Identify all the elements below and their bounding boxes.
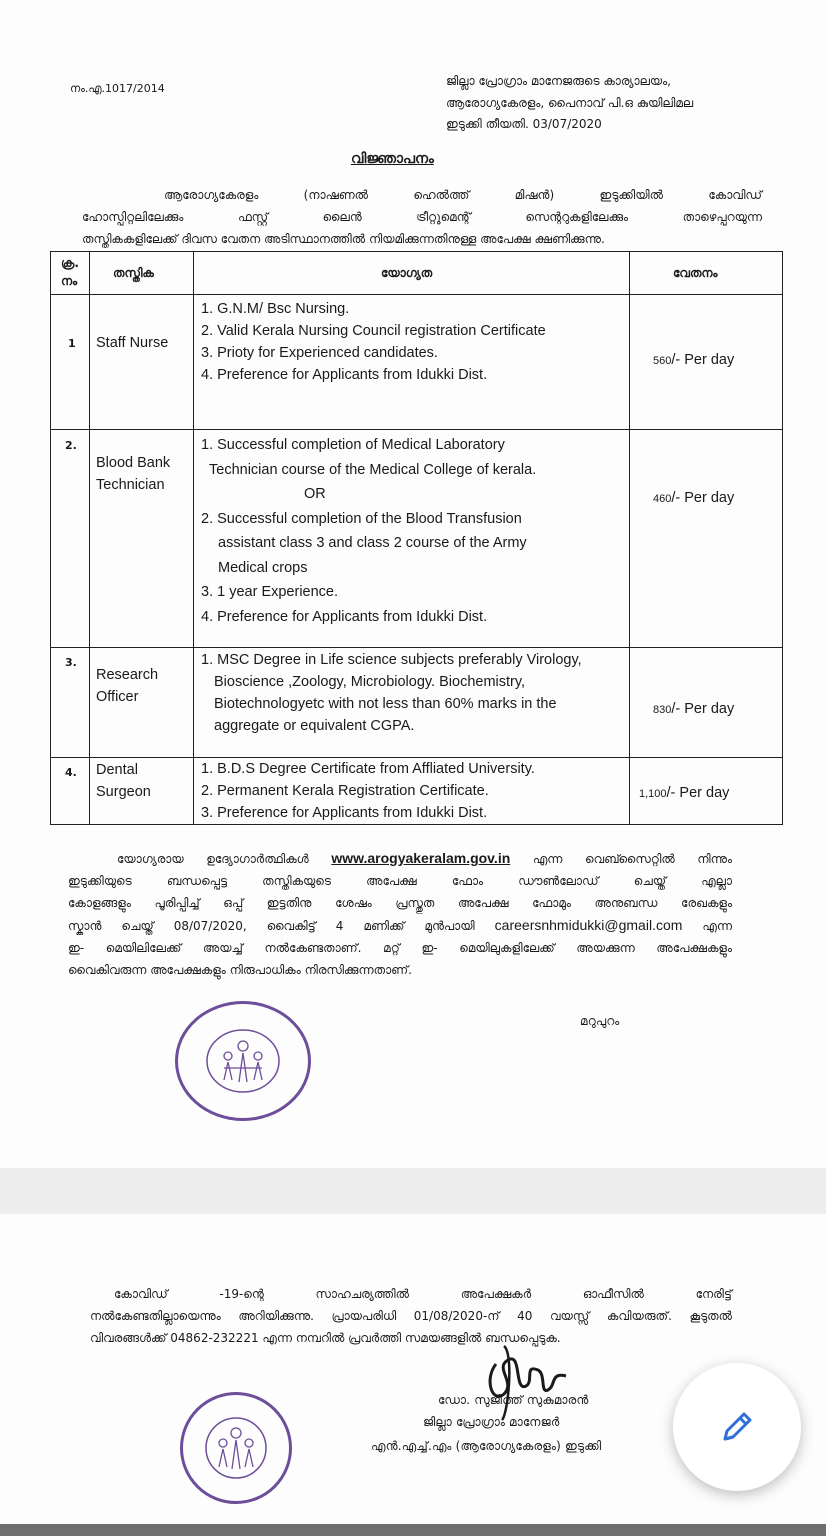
bottom-navigation-bar <box>0 1524 826 1536</box>
signatory-name: ഡോ. സുജിത്ത് സുകുമാരൻ <box>438 1393 589 1407</box>
row-2-qual-line-1: 1. Successful completion of Medical Laboratory <box>201 437 505 453</box>
row-3-qualification <box>201 649 582 737</box>
office-address-line-2: ആരോഗ്യകേരളം, പൈനാവ് പി.ഒ കുയിലിമല <box>446 96 694 110</box>
row-1-qual-line-1: 1. G.N.M/ Bsc Nursing. <box>201 301 350 317</box>
row-2-qual-line-4: 2. Successful completion of the Blood Transfusion <box>201 510 522 527</box>
row-3-qual-line-1: 1. MSC Degree in Life science subjects preferably Virology, <box>201 652 582 668</box>
reference-number: നം.എ.1017/2014 <box>70 82 165 95</box>
nhm-seal-image-2 <box>180 1392 292 1504</box>
nhm-seal-graphic <box>178 1004 308 1118</box>
page2-line-2: നൽകേണ്ടതില്ലായെന്നും അറിയിക്കുന്നു. പ്രായപരിധി 01/08/2020-ന് 40 വയസ്സ് കവിയരുത്. കൂടുതൽ <box>90 1309 732 1323</box>
row-2-qual-line-6: Medical crops <box>218 559 308 576</box>
nhm-seal-image <box>175 1001 311 1121</box>
header-salary: വേതനം <box>673 266 718 280</box>
row-3-post-line-1: Research <box>96 667 159 683</box>
apply-line-4-text: സ്കാൻ ചെയ്ത് 08/07/2020, വൈകിട്ട് 4 മണിക്ക് മുൻപായി <box>68 919 475 933</box>
page2-line-1: കോവിഡ് -19-ന്റെ സാഹചര്യത്തിൽ അപേക്ഷകർ ഓഫീസിൽ നേരിട്ട് <box>114 1287 732 1301</box>
edit-button[interactable] <box>673 1363 801 1491</box>
signature-image <box>474 1334 574 1424</box>
row-1-qual-line-2: 2. Valid Kerala Nursing Council registration Certificate <box>201 323 546 339</box>
office-date-line: ഇടുക്കി തീയതി. 03/07/2020 <box>446 117 602 131</box>
row-4-post-line-1: Dental <box>96 762 138 778</box>
row-3-post-line-2: Officer <box>96 689 139 705</box>
row-4-number: 4. <box>65 766 77 779</box>
email-link[interactable]: careersnhmidukki@gmail.com <box>494 917 683 933</box>
row-1-salary-amount: 560 <box>653 355 672 367</box>
signatory-designation: ജില്ലാ പ്രോഗ്രാം മാനേജർ <box>423 1415 560 1429</box>
row-4-qual-line-1: 1. B.D.S Degree Certificate from Affliated University. <box>201 761 535 777</box>
intro-paragraph <box>82 184 762 250</box>
row-4-post-line-2: Surgeon <box>96 784 151 800</box>
apply-line-1-text: യോഗ്യരായ ഉദ്യോഗാർത്ഥികൾ <box>117 852 309 866</box>
row-3-number: 3. <box>65 656 77 669</box>
row-1-number: 1 <box>68 337 76 350</box>
apply-line-2: ഇടുക്കിയുടെ ബന്ധപ്പെട്ട തസ്തികയുടെ അപേക്ഷ ഫോം ഡൗൺലോഡ് ചെയ്ത് എല്ലാ <box>68 874 732 888</box>
header-qualification: യോഗ്യത <box>381 266 433 280</box>
page2-line-3: വിവരങ്ങൾക്ക് 04862-232221 എന്ന നമ്പറിൽ പ്രവർത്തി സമയങ്ങളിൽ ബന്ധപ്പെടുക. <box>90 1331 561 1345</box>
apply-line-4 <box>68 914 732 937</box>
row-3-qual-line-4: aggregate or equivalent CGPA. <box>214 718 415 734</box>
row-2-qual-line-5: assistant class 3 and class 2 course of the Army <box>218 535 527 551</box>
row-2-number: 2. <box>65 439 77 452</box>
vacancy-table <box>50 251 783 825</box>
apply-line-1-tail: എന്ന വെബ്സൈറ്റിൽ നിന്നും <box>532 852 732 866</box>
row-2-salary-amount: 460 <box>653 493 672 505</box>
row-2-post <box>96 452 170 496</box>
row-3-qual-line-3: Biotechnologyetc with not less than 60% marks in the <box>214 696 557 712</box>
office-address-line-1: ജില്ലാ പ്രോഗ്രാം മാനേജരുടെ കാര്യാലയം, <box>446 74 671 88</box>
notice-title: വിജ്ഞാപനം <box>351 151 434 167</box>
nhm-seal-graphic-2 <box>183 1395 289 1501</box>
apply-line-6: വൈകിവരുന്ന അപേക്ഷകളും നിരുപാധികം നിരസിക്കുന്നതാണ്. <box>68 963 412 977</box>
covid-paragraph <box>90 1283 732 1349</box>
apply-line-3: കോളങ്ങളും പൂരിപ്പിച്ച് ഒപ്പ് ഇട്ടതിനു ശേഷം പ്രസ്തുത അപേക്ഷ ഫോമും അനുബന്ധ രേഖകളും <box>68 896 732 910</box>
row-2-salary <box>653 487 734 510</box>
row-4-qual-line-3: 3. Preference for Applicants from Idukki Dist. <box>201 805 488 821</box>
header-serial-number <box>61 254 79 290</box>
row-3-salary <box>653 698 734 721</box>
row-1-qual-line-4: 4. Preference for Applicants from Idukki Dist. <box>201 367 488 383</box>
row-2-salary-unit: /- Per day <box>671 490 735 506</box>
intro-line-1: ആരോഗ്യകേരളം (നാഷണൽ ഹെൽത്ത് മിഷൻ) ഇടുക്കിയിൽ കോവിഡ് <box>164 188 762 202</box>
row-3-post <box>96 664 158 708</box>
header-serial-line-2: നം <box>61 274 78 288</box>
website-link[interactable]: www.arogyakeralam.gov.in <box>331 850 511 866</box>
row-3-salary-unit: /- Per day <box>671 701 735 717</box>
row-1-qualification <box>201 298 546 386</box>
row-1-salary <box>653 349 734 372</box>
apply-line-5: ഇ- മെയിലിലേക്ക് അയച്ച് നൽകേണ്ടതാണ്. മറ്റ് ഇ- മെയിലുകളിലേക്ക് അയക്കുന്ന അപേക്ഷകളും <box>68 941 732 955</box>
row-2-qual-line-8: 4. Preference for Applicants from Idukki Dist. <box>201 608 488 625</box>
row-2-qual-line-3: OR <box>304 486 326 502</box>
apply-line-1 <box>68 847 732 870</box>
header-post: തസ്തിക <box>113 266 154 280</box>
row-4-salary <box>639 782 729 805</box>
intro-line-3: തസ്തികകളിലേക്ക് ദിവസ വേതന അടിസ്ഥാനത്തിൽ നിയമിക്കുന്നതിനുള്ള അപേക്ഷ ക്ഷണിക്കുന്നു. <box>82 232 605 246</box>
intro-line-2: ഹോസ്പിറ്റലിലേക്കും ഫസ്റ്റ് ലൈൻ ട്രീറ്റുമെന്റ് സെന്ററുകളിലേക്കും താഴെപ്പറയുന്ന <box>82 210 762 224</box>
row-2-qual-line-2: Technician course of the Medical College of kerala. <box>209 461 537 478</box>
header-serial-line-1: ക്ര. <box>61 256 79 270</box>
page-turn-note: മറുപുറം <box>580 1014 620 1028</box>
page-separator <box>0 1168 826 1214</box>
row-4-post <box>96 759 151 803</box>
row-4-salary-unit: /- Per day <box>666 785 730 801</box>
signatory-organisation: എൻ.എച്ച്.എം (ആരോഗ്യകേരളം) ഇടുക്കി <box>371 1439 602 1453</box>
row-1-salary-unit: /- Per day <box>671 352 735 368</box>
pencil-icon <box>717 1407 757 1447</box>
row-3-qual-line-2: Bioscience ,Zoology, Microbiology. Biochemistry, <box>214 674 526 690</box>
row-3-salary-amount: 830 <box>653 704 672 716</box>
row-1-post: Staff Nurse <box>96 335 169 351</box>
row-4-qual-line-2: 2. Permanent Kerala Registration Certificate. <box>201 783 489 799</box>
row-2-post-line-1: Blood Bank <box>96 455 171 471</box>
application-paragraph <box>68 847 732 981</box>
row-2-post-line-2: Technician <box>96 477 165 493</box>
row-1-qual-line-3: 3. Prioty for Experienced candidates. <box>201 345 438 361</box>
row-2-qual-line-7: 3. 1 year Experience. <box>201 584 339 600</box>
apply-line-4-tail: എന്ന <box>702 919 732 933</box>
row-2-qualification <box>201 433 536 629</box>
row-4-salary-amount: 1,100 <box>639 788 667 800</box>
row-4-qualification <box>201 758 535 824</box>
